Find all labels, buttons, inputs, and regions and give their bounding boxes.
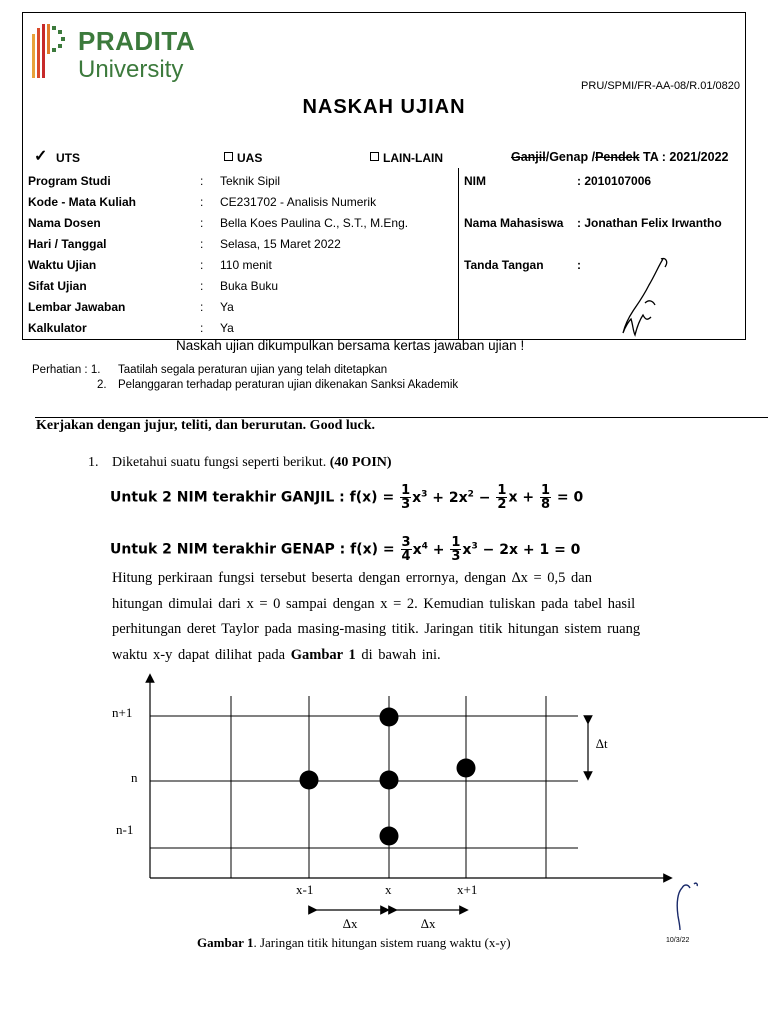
info-colon: :	[200, 300, 204, 314]
info-label: Kode - Mata Kuliah	[28, 195, 137, 209]
node-x-n-plus-1	[380, 708, 399, 727]
row-label-n-plus-1: n+1	[112, 705, 133, 720]
col-label-x-plus-1: x+1	[457, 882, 478, 897]
info-colon: :	[200, 321, 204, 335]
nim-value: : 2010107006	[577, 174, 652, 188]
submission-notice: Naskah ujian dikumpulkan bersama kertas jawaban ujian !	[176, 338, 525, 353]
info-label: Nama Dosen	[28, 216, 101, 230]
delta-x-label-right: ∆x	[421, 916, 436, 930]
handwritten-signature	[615, 255, 675, 340]
info-value: Ya	[220, 300, 234, 314]
info-value: Teknik Sipil	[220, 174, 281, 188]
delta-x-label-left: ∆x	[343, 916, 358, 930]
info-colon: :	[200, 237, 204, 251]
info-label: Hari / Tanggal	[28, 237, 107, 251]
info-divider	[458, 168, 459, 340]
info-value: Selasa, 15 Maret 2022	[220, 237, 341, 251]
info-colon: :	[200, 279, 204, 293]
info-colon: :	[200, 216, 204, 230]
info-value: CE231702 - Analisis Numerik	[220, 195, 377, 209]
info-label: Lembar Jawaban	[28, 300, 126, 314]
exam-type-uts: UTS	[56, 151, 80, 165]
attention-item-2: Pelanggaran terhadap peraturan ujian dikenakan Sanksi Akademik	[118, 379, 459, 391]
info-value: Bella Koes Paulina C., S.T., M.Eng.	[220, 216, 409, 230]
check-icon: ✓	[34, 148, 48, 165]
footer-date: 10/3/22	[666, 937, 690, 944]
col-label-x: x	[385, 882, 392, 897]
node-x-minus-1-n	[300, 771, 319, 790]
page-title: NASKAH UJIAN	[302, 96, 466, 118]
info-colon: :	[200, 258, 204, 272]
signature-colon: :	[577, 258, 581, 272]
formula-ganjil: Untuk 2 NIM terakhir GANJIL : f(x) = $\frac{1}{3}$ $x^3 + 2x^2$ − $\frac{1}{2}$ x + $\frac{1}{8}$ = 0	[110, 483, 584, 512]
formula-genap: Untuk 2 NIM terakhir GENAP : f(x) = $\frac{3}{4}$ $x^4$ + $\frac{1}{3}$ $x^3 - 2x + 1 = 0$	[110, 535, 581, 564]
instruction-text: Kerjakan dengan jujur, teliti, dan berurutan. Good luck.	[36, 418, 376, 433]
info-label: Sifat Ujian	[28, 279, 87, 293]
logo-subtitle: University	[78, 56, 184, 83]
info-label: Kalkulator	[28, 321, 87, 335]
info-label: Waktu Ujian	[28, 258, 97, 272]
document-reference: PRU/SPMI/FR-AA-08/R.01/0820	[581, 80, 740, 92]
pradita-logo-icon	[32, 22, 74, 80]
logo-title: PRADITA	[78, 26, 196, 56]
student-name-label: Nama Mahasiswa	[464, 216, 564, 230]
info-value: 110 menit	[220, 258, 272, 272]
delta-t-label: ∆t	[596, 736, 608, 751]
info-colon: :	[200, 195, 204, 209]
info-colon: :	[200, 174, 204, 188]
student-name-value: : Jonathan Felix Irwantho	[577, 216, 722, 230]
semester-info: Ganjil/Genap /Pendek TA : 2021/2022	[511, 150, 729, 164]
handwritten-initial	[672, 880, 702, 932]
checkbox-icon	[224, 152, 233, 161]
figure-grid	[0, 670, 768, 930]
question-number: 1.	[88, 455, 99, 470]
checkbox-icon	[370, 152, 379, 161]
node-x-n	[380, 771, 399, 790]
exam-type-lain: LAIN-LAIN	[370, 151, 443, 165]
info-value: Buka Buku	[220, 279, 279, 293]
attention-item-1: Taatilah segala peraturan ujian yang telah ditetapkan	[118, 364, 388, 376]
info-value: Ya	[220, 321, 234, 335]
info-label: Program Studi	[28, 174, 111, 188]
col-label-x-minus-1: x-1	[296, 882, 314, 897]
node-x-n-minus-1	[380, 827, 399, 846]
signature-label: Tanda Tangan	[464, 258, 544, 272]
question-paragraph: Hitung perkiraan fungsi tersebut beserta dengan errornya, dengan ∆x = 0,5 dan hitungan dimulai dari x = 0 sampai dengan x = 2. Kemudian tuliskan pada tabel hasil perhitungan deret Taylor pada masing-masing titik. Jaringan titik hitungan sistem ruang waktu x-y dapat dilihat pada Gambar 1 di bawah ini.	[112, 570, 641, 663]
row-label-n: n	[131, 770, 138, 785]
attention-item-2-number: 2.	[97, 379, 107, 391]
row-label-n-minus-1: n-1	[116, 822, 134, 837]
attention-label: Perhatian : 1.	[32, 364, 101, 376]
nim-label: NIM	[464, 174, 486, 188]
figure-caption: Gambar 1. Jaringan titik hitungan sistem ruang waktu (x-y)	[197, 935, 511, 950]
node-x-plus-1-n	[457, 759, 476, 778]
question-intro: Diketahui suatu fungsi seperti berikut. (40 POIN)	[112, 455, 392, 470]
exam-type-uas: UAS	[224, 151, 262, 165]
